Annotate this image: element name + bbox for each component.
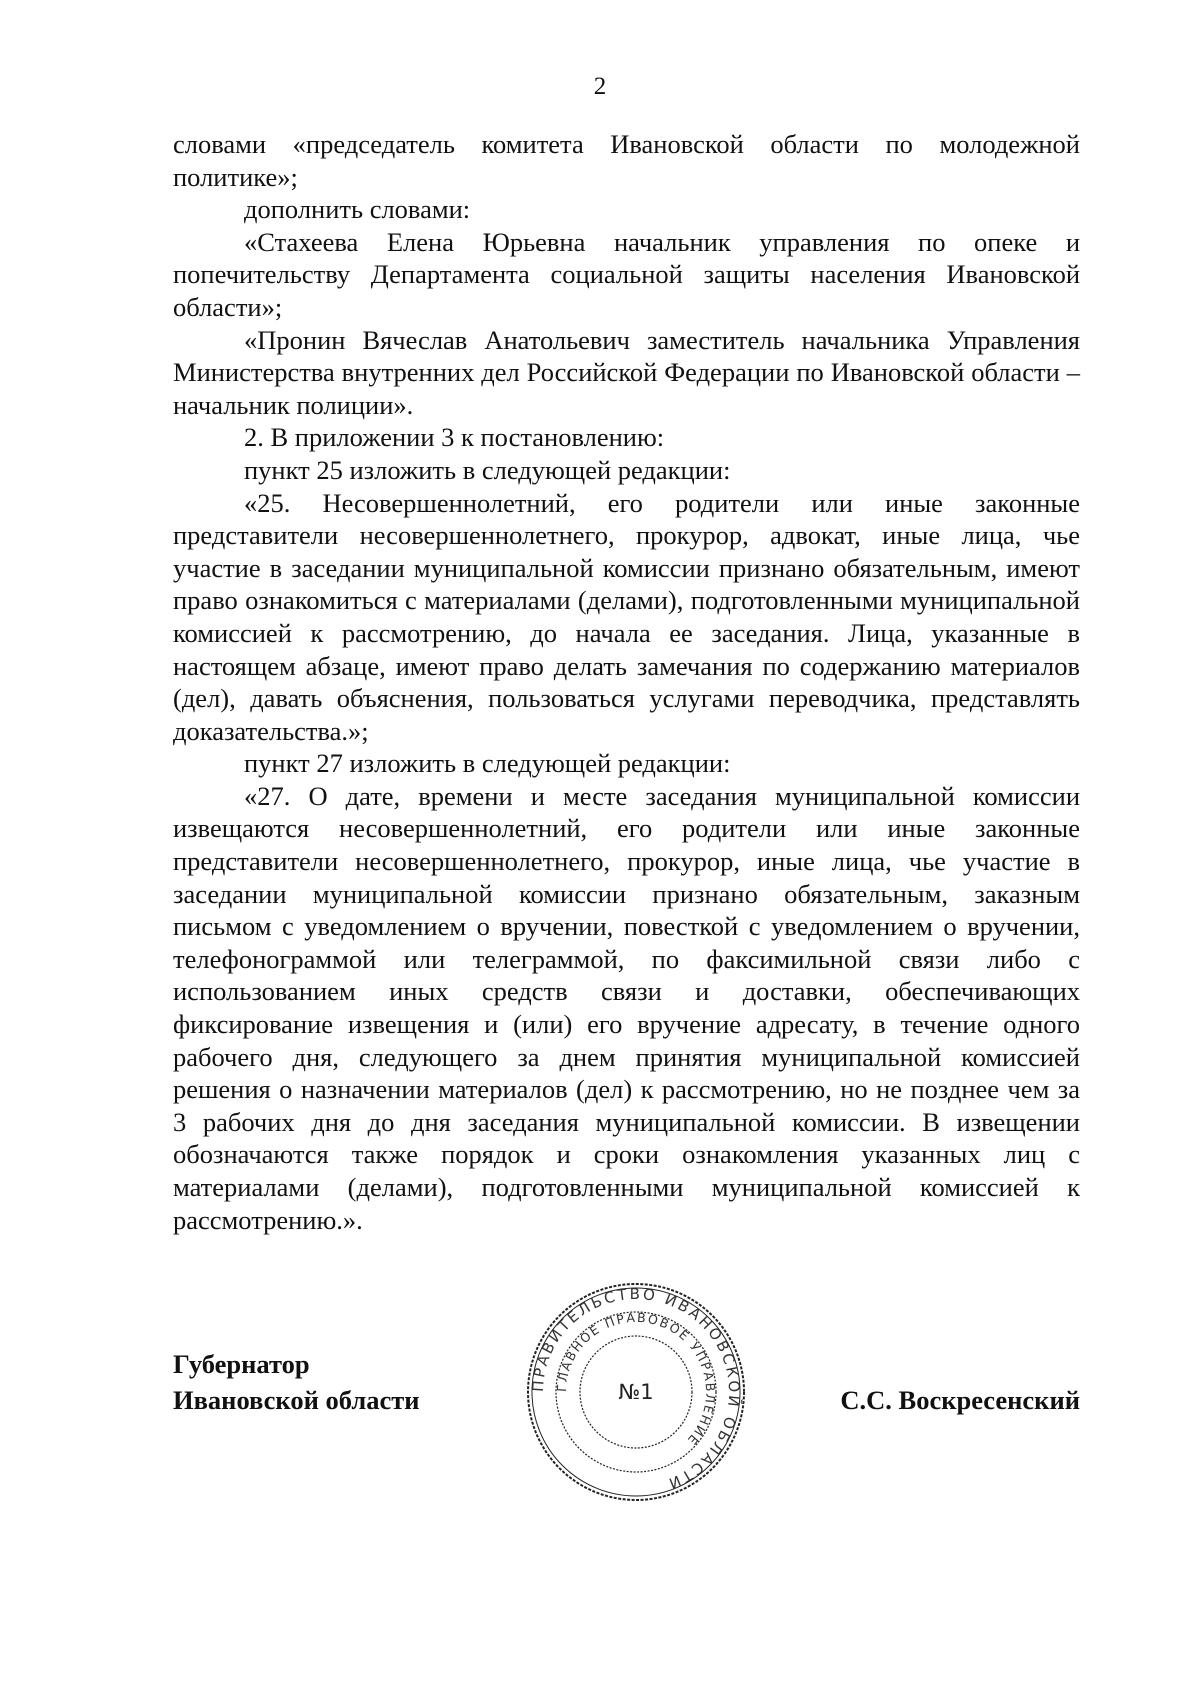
document-body (173, 128, 1080, 1236)
signatory-name: С.С. Воскресенский (840, 1385, 1080, 1415)
signatory-title-line-1: Губернатор (173, 1349, 310, 1379)
stamp-inner-text: ГЛАВНОЕ ПРАВОВОЕ УПРАВЛЕНИЕ (553, 1309, 719, 1449)
paragraph-item-25-text: «25. Несовершеннолетний, его родители или иные законные представители несовершеннолетнего, прокурор, адвокат, иные лица, чье участие в заседании муниципальной комиссии признано обязательным, имеют право ознакомиться с материалами (делами), подготовленными муниципальной комиссией к рассмотрению, до начала ее заседания. Лица, указанные в настоящем абзаце, имеют право делать замечания по содержанию материалов (дел), давать объяснения, пользоваться услугами переводчика, представлять доказательства.»; (173, 487, 1080, 746)
official-stamp (524, 1280, 748, 1504)
signatory-title (173, 1346, 420, 1418)
stamp-number: №1 (618, 1380, 654, 1404)
paragraph-item-27-text: «27. О дате, времени и месте заседания муниципальной комиссии извещаются несовершеннолетний, его родители или иные законные представители несовершеннолетнего, прокурор, иные лица, чье участие в заседании муниципальной комиссии признано обязательным, заказным письмом с уведомлением о вручении, повесткой с уведомлением о вручении, телефонограммой или телеграммой, по факсимильной связи либо с использованием иных средств связи и доставки, обеспечивающих фиксирование извещения и (или) его вручение адресату, в течение одного рабочего дня, следующего за днем принятия муниципальной комиссией решения о назначении материалов (дел) к рассмотрению, но не позднее чем за 3 рабочих дня до дня заседания муниципальной комиссии. В извещении обозначаются также порядок и сроки ознакомления указанных лиц с материалами (делами), подготовленными муниципальной комиссией к рассмотрению.». (173, 780, 1080, 1235)
paragraph-item-27-intro: пункт 27 изложить в следующей редакции: (244, 748, 731, 779)
paragraph-stakheeva: «Стахеева Елена Юрьевна начальник управления по опеке и попечительству Департамента социальной защиты населения Ивановской области»; (173, 226, 1080, 322)
paragraph-add-words: дополнить словами: (244, 194, 471, 225)
paragraph-pronin: «Пронин Вячеслав Анатольевич заместитель начальника Управления Министерства внутренних дел Российской Федерации по Ивановской области – начальник полиции». (173, 324, 1080, 420)
signatory-title-line-2: Ивановской области (173, 1385, 420, 1415)
page-number: 2 (593, 73, 607, 100)
stamp-outer-text: ПРАВИТЕЛЬСТВО ИВАНОВСКОЙ ОБЛАСТИ (528, 1284, 744, 1494)
paragraph-appendix-3: 2. В приложении 3 к постановлению: (244, 422, 665, 453)
paragraph-item-25-intro: пункт 25 изложить в следующей редакции: (244, 454, 731, 485)
paragraph-continuation: словами «председатель комитета Ивановской области по молодежной политике»; (173, 129, 1080, 192)
